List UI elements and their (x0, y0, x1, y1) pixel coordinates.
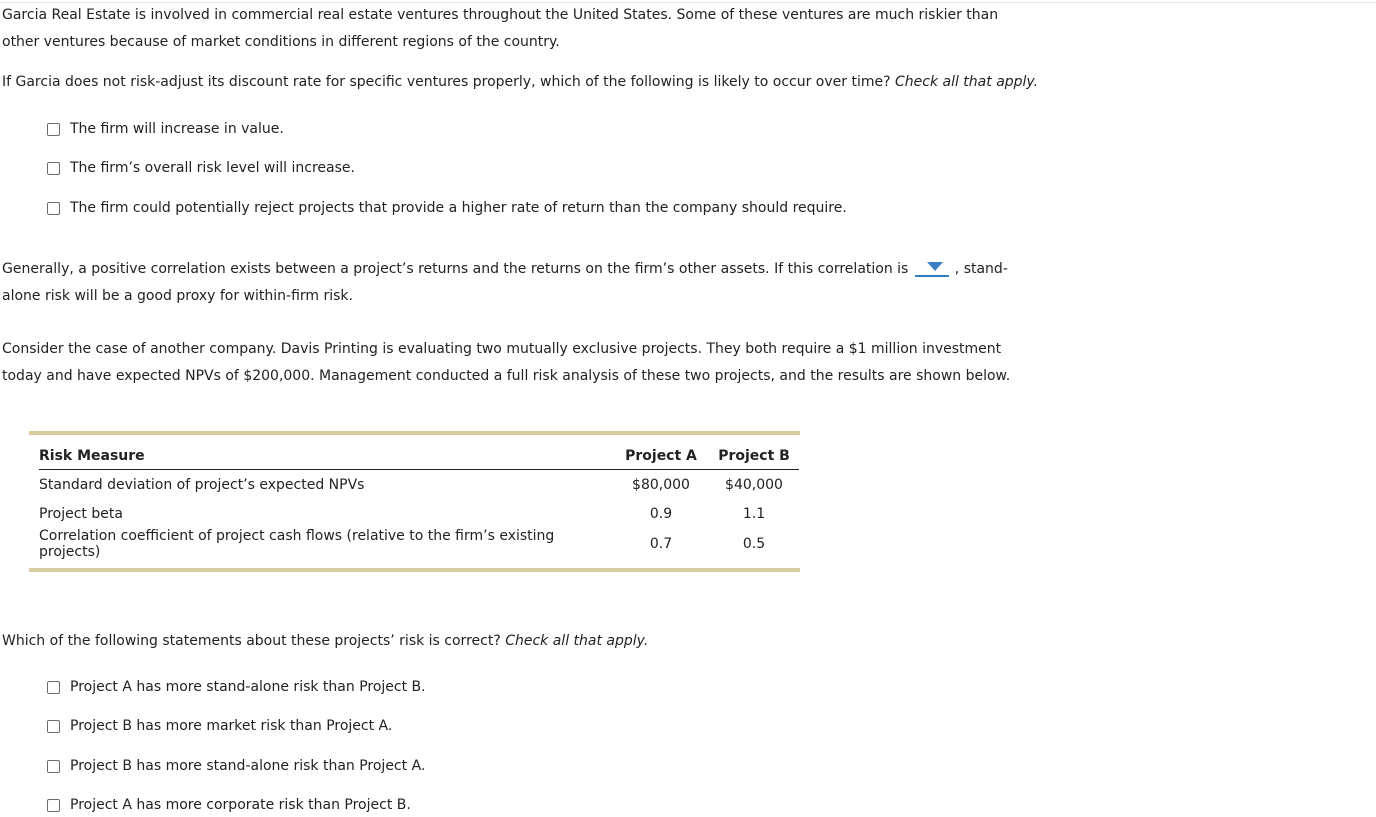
q1-option-1[interactable] (47, 119, 284, 139)
project-b-value: 0.5 (742, 536, 766, 552)
risk-analysis-table (29, 431, 800, 572)
q3-option-3[interactable] (47, 756, 425, 776)
q3-option-2-label: Project B has more market risk than Project A. (70, 718, 393, 734)
checkbox[interactable] (47, 123, 60, 136)
project-b-value: $40,000 (725, 476, 783, 493)
q3-question-text: Which of the following statements about these projects’ risk is correct? (2, 633, 501, 649)
checkbox[interactable] (47, 799, 60, 812)
checkbox[interactable] (47, 162, 60, 175)
q3-option-2[interactable] (47, 716, 392, 736)
q3-intro: Consider the case of another company. Davis Printing is evaluating two mutually exclusive projects. They both require a $1 million investment today and have expected NPVs of $200,000. Management conducted a full risk analysis of these two projects, and the results are shown below. (2, 341, 1011, 384)
project-a-value: 0.9 (649, 505, 673, 522)
q1-option-2[interactable] (47, 158, 355, 178)
q3-option-3-label: Project B has more stand-alone risk than Project A. (70, 758, 426, 774)
row-label: Correlation coefficient of project cash flows (relative to the firm’s existing projects) (39, 528, 555, 560)
q1-option-2-label: The firm’s overall risk level will increase. (70, 160, 355, 176)
header-risk-measure: Risk Measure (39, 444, 613, 470)
header-project-b: Project B (709, 444, 799, 470)
checkbox[interactable] (47, 202, 60, 215)
q1-option-1-label: The firm will increase in value. (70, 121, 284, 137)
q1-question (2, 69, 1102, 96)
q1-intro: Garcia Real Estate is involved in commercial real estate ventures throughout the United States. Some of these ventures are much riskier than other ventures because of market conditions in different regions of the country. (2, 7, 999, 50)
q3-option-1[interactable] (47, 677, 426, 697)
table-row (39, 528, 799, 560)
row-label: Standard deviation of project’s expected NPVs (39, 476, 365, 493)
row-label: Project beta (39, 505, 123, 522)
project-b-value: 1.1 (742, 505, 766, 522)
checkbox[interactable] (47, 681, 60, 694)
q1-option-3[interactable] (47, 198, 847, 218)
checkbox[interactable] (47, 720, 60, 733)
q3-instruction: Check all that apply. (505, 633, 649, 649)
project-a-value: 0.7 (649, 536, 673, 552)
q2-before: Generally, a positive correlation exists between a project’s returns and the returns on the firm’s other assets. If this correlation is (2, 261, 909, 277)
table-header-row (39, 444, 799, 470)
correlation-dropdown[interactable] (915, 259, 949, 277)
table-row (39, 470, 799, 500)
dropdown-caret-icon (927, 262, 943, 271)
project-a-value: $80,000 (632, 476, 690, 493)
q3-option-4[interactable] (47, 795, 411, 815)
q3-question (2, 628, 1022, 655)
q3-option-1-label: Project A has more stand-alone risk than Project B. (70, 679, 426, 695)
header-project-a: Project A (613, 444, 709, 470)
checkbox[interactable] (47, 760, 60, 773)
q2-after: , stand-alone risk will be a good proxy for within-firm risk. (2, 261, 1008, 304)
table-row (39, 499, 799, 528)
q1-question-text: If Garcia does not risk-adjust its discount rate for specific ventures properly, which of the following is likely to occur over time? (2, 74, 891, 90)
q1-instruction: Check all that apply. (894, 74, 1039, 90)
q2-statement (2, 255, 1032, 310)
q1-option-3-label: The firm could potentially reject projects that provide a higher rate of return than the company should require. (70, 200, 847, 216)
q3-option-4-label: Project A has more corporate risk than Project B. (70, 797, 411, 813)
